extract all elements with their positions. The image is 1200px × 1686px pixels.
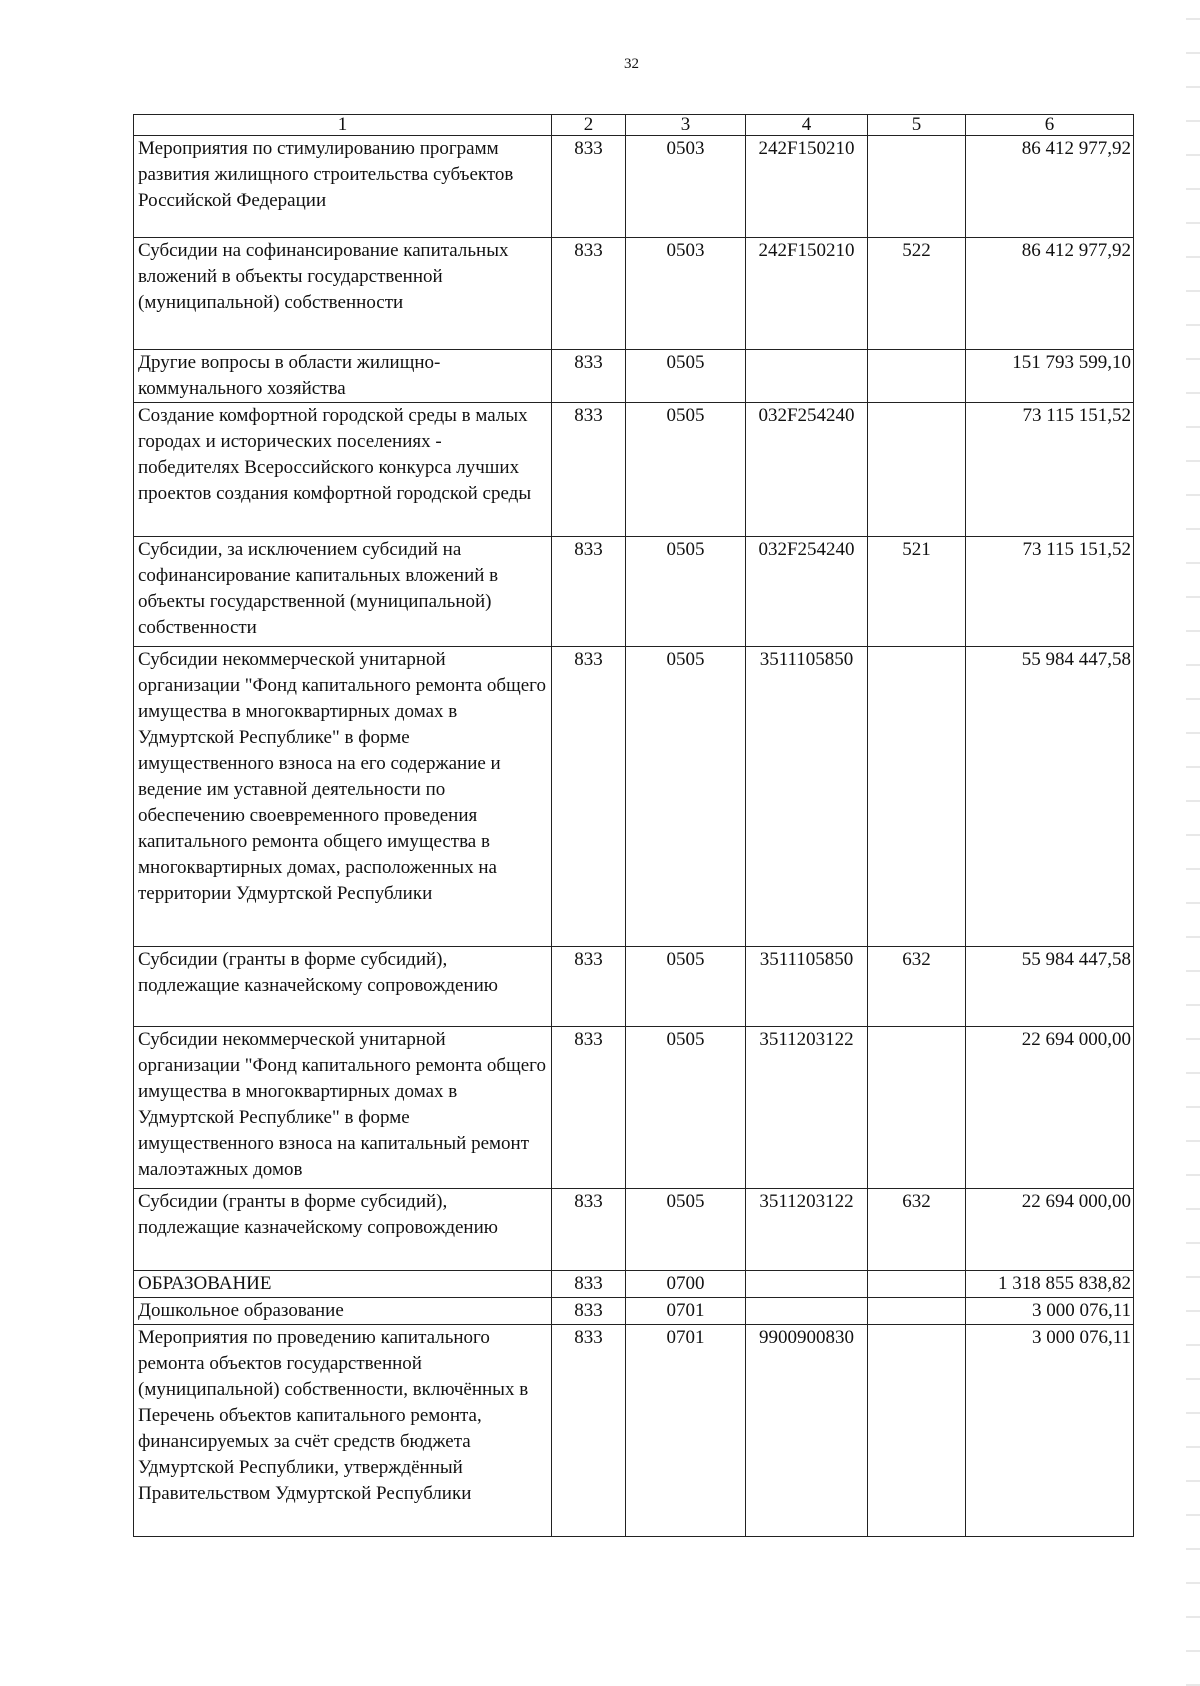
row-expense-type: [868, 403, 966, 537]
scan-edge-marks: [1186, 0, 1200, 1686]
row-sum: 1 318 855 838,82: [966, 1271, 1134, 1298]
row-name: Мероприятия по стимулированию программ развития жилищного строительства субъектов Российской Федерации: [134, 136, 552, 238]
row-name: Субсидии некоммерческой унитарной организации "Фонд капитального ремонта общего имущества в многоквартирных домах в Удмуртской Республике" в форме имущественного взноса на его содержание и ведение им уставной деятельности по обеспечению своевременного проведения капитального ремонта общего имущества в многоквартирных домах, расположенных на территории Удмуртской Республики: [134, 647, 552, 947]
row-name: Дошкольное образование: [134, 1298, 552, 1325]
table-row: [134, 537, 1134, 647]
row-ved-code: 833: [552, 1271, 626, 1298]
row-target-article: 032F254240: [746, 403, 868, 537]
row-target-article: 032F254240: [746, 537, 868, 647]
row-name: Субсидии (гранты в форме субсидий), подлежащие казначейскому сопровождению: [134, 947, 552, 1027]
row-expense-type: 632: [868, 1189, 966, 1271]
row-sum: 73 115 151,52: [966, 537, 1134, 647]
table-row: [134, 403, 1134, 537]
row-section-code: 0505: [626, 350, 746, 403]
row-expense-type: [868, 350, 966, 403]
row-sum: 22 694 000,00: [966, 1027, 1134, 1189]
row-name: Субсидии некоммерческой унитарной организации "Фонд капитального ремонта общего имущества в многоквартирных домах в Удмуртской Республике" в форме имущественного взноса на капитальный ремонт малоэтажных домов: [134, 1027, 552, 1189]
row-section-code: 0505: [626, 1189, 746, 1271]
row-target-article: 3511203122: [746, 1189, 868, 1271]
row-sum: 22 694 000,00: [966, 1189, 1134, 1271]
row-ved-code: 833: [552, 403, 626, 537]
row-name: Субсидии, за исключением субсидий на софинансирование капитальных вложений в объекты государственной (муниципальной) собственности: [134, 537, 552, 647]
row-ved-code: 833: [552, 947, 626, 1027]
row-target-article: 3511203122: [746, 1027, 868, 1189]
row-section-code: 0700: [626, 1271, 746, 1298]
row-section-code: 0701: [626, 1325, 746, 1537]
row-name: Другие вопросы в области жилищно-коммунального хозяйства: [134, 350, 552, 403]
row-target-article: [746, 350, 868, 403]
row-section-code: 0505: [626, 1027, 746, 1189]
row-name: Субсидии (гранты в форме субсидий), подлежащие казначейскому сопровождению: [134, 1189, 552, 1271]
row-expense-type: [868, 1271, 966, 1298]
budget-table-container: [133, 114, 1133, 1537]
row-expense-type: [868, 1027, 966, 1189]
row-name: ОБРАЗОВАНИЕ: [134, 1271, 552, 1298]
row-ved-code: 833: [552, 350, 626, 403]
table-row: [134, 1298, 1134, 1325]
header-col-1: 1: [134, 115, 552, 136]
table-row: [134, 1027, 1134, 1189]
row-section-code: 0503: [626, 238, 746, 350]
budget-table: [133, 114, 1134, 1537]
row-sum: 55 984 447,58: [966, 647, 1134, 947]
row-section-code: 0505: [626, 947, 746, 1027]
row-sum: 151 793 599,10: [966, 350, 1134, 403]
table-row: [134, 647, 1134, 947]
row-expense-type: [868, 1298, 966, 1325]
row-ved-code: 833: [552, 238, 626, 350]
header-col-5: 5: [868, 115, 966, 136]
row-ved-code: 833: [552, 1027, 626, 1189]
table-row: [134, 350, 1134, 403]
table-row: [134, 238, 1134, 350]
row-target-article: 9900900830: [746, 1325, 868, 1537]
row-expense-type: 522: [868, 238, 966, 350]
row-expense-type: [868, 136, 966, 238]
row-ved-code: 833: [552, 537, 626, 647]
row-section-code: 0505: [626, 403, 746, 537]
table-row: [134, 947, 1134, 1027]
table-row: [134, 136, 1134, 238]
row-sum: 3 000 076,11: [966, 1298, 1134, 1325]
row-name: Субсидии на софинансирование капитальных вложений в объекты государственной (муниципальной) собственности: [134, 238, 552, 350]
row-name: Создание комфортной городской среды в малых городах и исторических поселениях - победителях Всероссийского конкурса лучших проектов создания комфортной городской среды: [134, 403, 552, 537]
row-target-article: 242F150210: [746, 238, 868, 350]
table-row: [134, 1189, 1134, 1271]
row-target-article: [746, 1271, 868, 1298]
row-sum: 55 984 447,58: [966, 947, 1134, 1027]
row-section-code: 0505: [626, 537, 746, 647]
table-row: [134, 1325, 1134, 1537]
row-expense-type: 632: [868, 947, 966, 1027]
row-sum: 86 412 977,92: [966, 136, 1134, 238]
header-col-6: 6: [966, 115, 1134, 136]
row-section-code: 0505: [626, 647, 746, 947]
row-ved-code: 833: [552, 647, 626, 947]
header-col-3: 3: [626, 115, 746, 136]
row-name: Мероприятия по проведению капитального ремонта объектов государственной (муниципальной) собственности, включённых в Перечень объектов капитального ремонта, финансируемых за счёт средств бюджета Удмуртской Республики, утверждённый Правительством Удмуртской Республики: [134, 1325, 552, 1537]
row-ved-code: 833: [552, 1189, 626, 1271]
row-target-article: [746, 1298, 868, 1325]
row-expense-type: [868, 647, 966, 947]
table-row: [134, 1271, 1134, 1298]
row-sum: 73 115 151,52: [966, 403, 1134, 537]
page-number: 32: [624, 56, 639, 72]
row-sum: 86 412 977,92: [966, 238, 1134, 350]
header-col-4: 4: [746, 115, 868, 136]
row-target-article: 3511105850: [746, 647, 868, 947]
row-expense-type: 521: [868, 537, 966, 647]
row-target-article: 242F150210: [746, 136, 868, 238]
row-sum: 3 000 076,11: [966, 1325, 1134, 1537]
header-row: [134, 115, 1134, 136]
row-section-code: 0701: [626, 1298, 746, 1325]
header-col-2: 2: [552, 115, 626, 136]
row-target-article: 3511105850: [746, 947, 868, 1027]
row-section-code: 0503: [626, 136, 746, 238]
row-ved-code: 833: [552, 1325, 626, 1537]
row-ved-code: 833: [552, 136, 626, 238]
row-expense-type: [868, 1325, 966, 1537]
row-ved-code: 833: [552, 1298, 626, 1325]
